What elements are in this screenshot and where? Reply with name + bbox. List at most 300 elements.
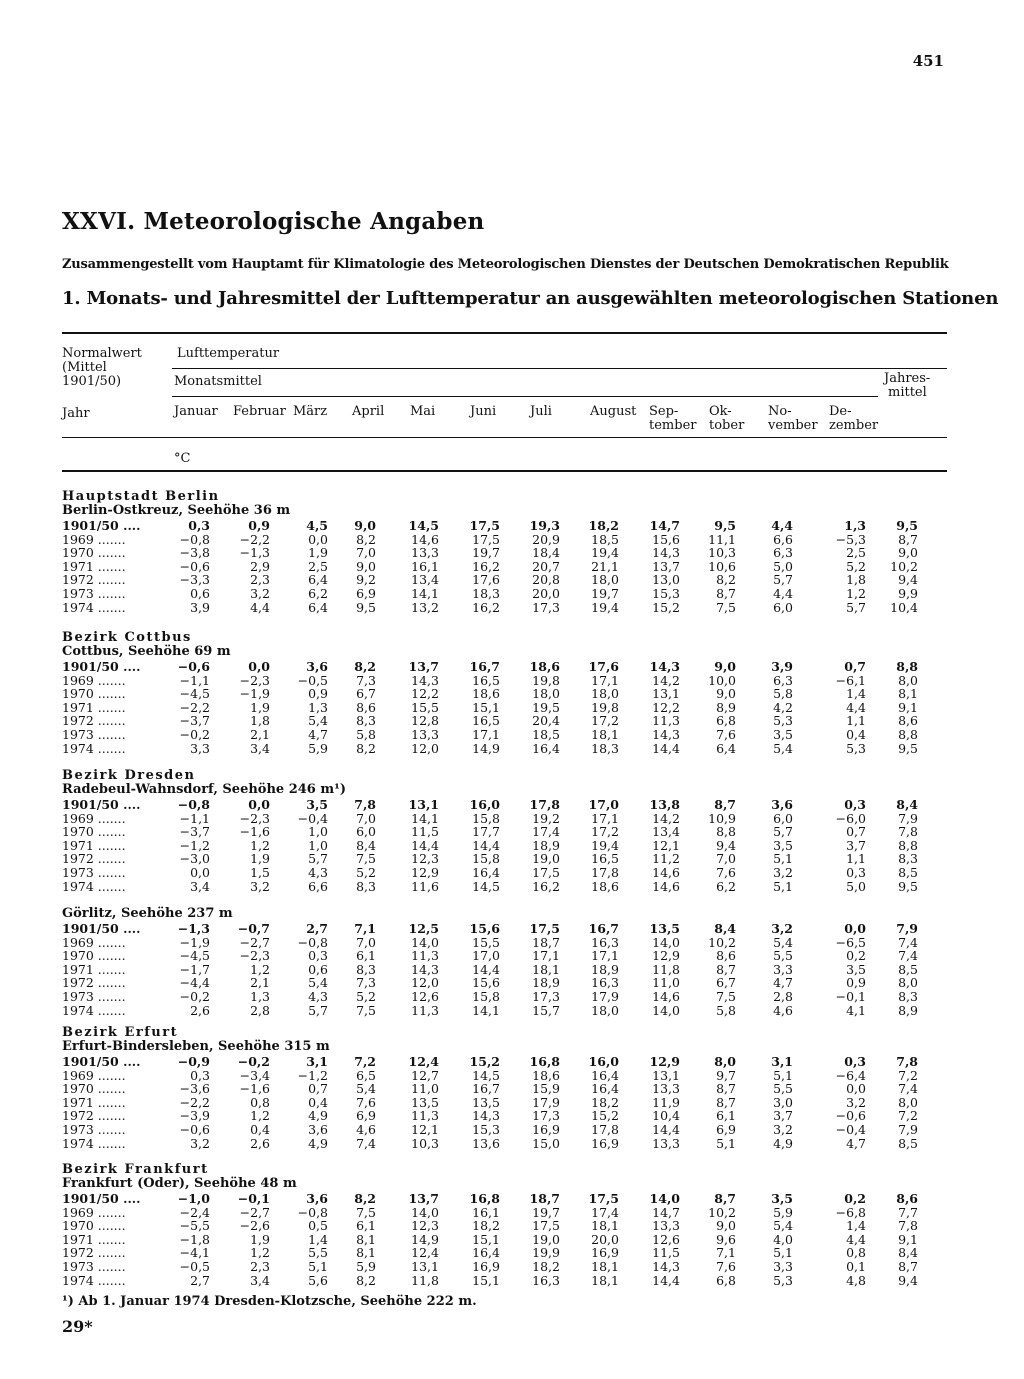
- cell-month-11: 5,1: [773, 851, 793, 867]
- cell-month-3: 6,2: [308, 586, 328, 601]
- cell-month-1: 2,7: [190, 1272, 210, 1288]
- cell-month-3: 4,7: [308, 727, 328, 742]
- cell-month-12: −6,5: [835, 934, 866, 950]
- cell-month-1: −3,0: [179, 851, 210, 867]
- cell-jahresmittel: 8,5: [898, 1135, 918, 1151]
- cell-month-2: −2,3: [239, 948, 270, 964]
- table-row: [62, 1246, 947, 1259]
- cell-month-2: −2,6: [239, 1218, 270, 1234]
- table-row: [62, 1219, 947, 1232]
- cell-month-2: 3,4: [250, 1272, 270, 1288]
- header-unit: °C: [174, 451, 191, 466]
- cell-jahresmittel: 7,4: [898, 948, 918, 964]
- cell-month-2: 3,4: [250, 740, 270, 756]
- cell-month-10: 10,2: [708, 934, 736, 950]
- cell-month-8: 18,0: [591, 1002, 619, 1018]
- cell-month-5: 14,0: [411, 934, 439, 950]
- cell-jahresmittel: 7,9: [898, 1122, 918, 1137]
- cell-month-10: 7,5: [716, 989, 736, 1004]
- cell-jahresmittel: 7,2: [898, 1067, 918, 1083]
- cell-month-6: 14,3: [472, 1108, 500, 1124]
- cell-month-1: −1,1: [179, 672, 210, 688]
- cell-month-1: 3,4: [190, 878, 210, 894]
- table-row: [62, 812, 947, 825]
- row-year: 1974 .......: [62, 878, 126, 894]
- cell-month-3: 1,9: [308, 545, 328, 561]
- cell-month-2: 3,2: [250, 586, 270, 601]
- table-row: [62, 546, 947, 559]
- cell-month-8: 17,2: [591, 713, 619, 729]
- cell-month-1: 0,6: [190, 586, 210, 601]
- cell-month-4: 7,2: [354, 1054, 376, 1069]
- table-row: [62, 519, 947, 532]
- cell-jahresmittel: 8,1: [898, 686, 918, 702]
- cell-month-5: 12,8: [411, 713, 439, 729]
- cell-month-8: 18,1: [591, 1259, 619, 1274]
- cell-month-3: 5,5: [308, 1245, 328, 1261]
- cell-month-10: 6,8: [716, 1272, 736, 1288]
- cell-month-1: −0,6: [177, 659, 210, 674]
- cell-month-11: 3,2: [773, 1122, 793, 1137]
- cell-month-12: 0,3: [844, 797, 866, 812]
- table-row: [62, 990, 947, 1003]
- cell-month-8: 19,4: [591, 545, 619, 561]
- cell-month-8: 16,5: [591, 851, 619, 867]
- cell-month-1: −5,5: [179, 1218, 210, 1234]
- cell-month-11: 5,7: [773, 824, 793, 840]
- cell-month-4: 7,5: [356, 1002, 376, 1018]
- cell-month-5: 15,5: [411, 699, 439, 715]
- header-mid-rule: [62, 437, 947, 438]
- table-row: [62, 1192, 947, 1205]
- cell-month-9: 14,3: [652, 545, 680, 561]
- cell-month-10: 8,7: [716, 586, 736, 601]
- table-row: [62, 839, 947, 852]
- cell-month-6: 13,5: [472, 1094, 500, 1110]
- cell-month-12: 1,4: [846, 1218, 866, 1234]
- cell-month-12: 0,7: [846, 824, 866, 840]
- cell-month-4: 9,2: [356, 572, 376, 588]
- cell-month-4: 5,4: [356, 1081, 376, 1097]
- cell-month-5: 12,0: [411, 975, 439, 991]
- cell-month-5: 13,1: [411, 1259, 439, 1274]
- cell-month-5: 12,6: [411, 989, 439, 1004]
- cell-month-8: 17,8: [591, 865, 619, 880]
- cell-month-3: 5,4: [308, 713, 328, 729]
- cell-month-7: 16,8: [529, 1054, 560, 1069]
- cell-month-2: 1,9: [250, 851, 270, 867]
- row-year: 1973 .......: [62, 727, 126, 742]
- cell-month-7: 18,6: [529, 659, 560, 674]
- table-row: [62, 922, 947, 935]
- cell-month-1: −0,6: [179, 1122, 210, 1137]
- cell-month-6: 15,1: [472, 1272, 500, 1288]
- cell-month-10: 9,7: [716, 1067, 736, 1083]
- month-header-10: Ok-: [709, 404, 732, 419]
- cell-month-10: 10,3: [708, 545, 736, 561]
- cell-month-10: 9,6: [716, 1231, 736, 1247]
- cell-month-2: 4,4: [250, 599, 270, 615]
- row-year: 1971 .......: [62, 699, 126, 715]
- header-jahresmittel-1: Jahres-: [884, 371, 931, 386]
- cell-month-12: 5,3: [846, 740, 866, 756]
- cell-month-3: 4,9: [308, 1135, 328, 1151]
- cell-month-8: 19,4: [591, 599, 619, 615]
- cell-month-7: 19,3: [529, 518, 560, 533]
- cell-month-9: 11,9: [652, 1094, 680, 1110]
- cell-month-10: 8,8: [716, 824, 736, 840]
- cell-jahresmittel: 9,0: [898, 545, 918, 561]
- cell-month-4: 8,6: [356, 699, 376, 715]
- cell-month-9: 13,8: [649, 797, 680, 812]
- cell-month-10: 7,1: [716, 1245, 736, 1261]
- cell-month-9: 13,3: [652, 1135, 680, 1151]
- cell-month-2: −2,7: [239, 934, 270, 950]
- cell-month-11: 5,5: [773, 1081, 793, 1097]
- cell-month-1: −3,3: [179, 572, 210, 588]
- group-heading: Bezirk Cottbus: [62, 630, 192, 645]
- cell-month-2: 1,2: [250, 1245, 270, 1261]
- cell-month-9: 11,0: [652, 975, 680, 991]
- cell-month-5: 11,8: [411, 1272, 439, 1288]
- cell-month-7: 17,3: [532, 599, 560, 615]
- cell-month-10: 6,7: [716, 975, 736, 991]
- cell-month-10: 8,9: [716, 699, 736, 715]
- cell-month-4: 8,2: [354, 1191, 376, 1206]
- cell-month-1: 3,9: [190, 599, 210, 615]
- header-bottom-rule: [62, 470, 947, 472]
- cell-month-9: 13,5: [649, 921, 680, 936]
- table-row: [62, 976, 947, 989]
- cell-month-4: 8,4: [356, 837, 376, 853]
- cell-month-8: 18,1: [591, 1218, 619, 1234]
- cell-month-11: 5,4: [773, 1218, 793, 1234]
- group-heading: Bezirk Frankfurt: [62, 1162, 209, 1177]
- cell-jahresmittel: 7,2: [898, 1108, 918, 1124]
- cell-month-7: 20,8: [532, 572, 560, 588]
- station-name: Erfurt-Bindersleben, Seehöhe 315 m: [62, 1039, 330, 1054]
- cell-month-11: 6,3: [773, 545, 793, 561]
- row-year: 1970 .......: [62, 686, 126, 702]
- cell-month-12: −5,3: [835, 531, 866, 547]
- cell-month-2: −0,7: [237, 921, 270, 936]
- month-header-5: Mai: [410, 404, 436, 419]
- table-row: [62, 1082, 947, 1095]
- cell-month-4: 5,8: [356, 727, 376, 742]
- cell-month-2: −2,3: [239, 810, 270, 826]
- cell-month-5: 14,1: [411, 810, 439, 826]
- cell-month-2: 1,9: [250, 1231, 270, 1247]
- table-row: [62, 701, 947, 714]
- cell-jahresmittel: 10,4: [890, 599, 918, 615]
- cell-month-5: 16,1: [411, 558, 439, 574]
- cell-month-10: 9,5: [714, 518, 736, 533]
- cell-month-3: 0,7: [308, 1081, 328, 1097]
- cell-month-10: 6,2: [716, 878, 736, 894]
- month-header-2: Februar: [233, 404, 286, 419]
- cell-month-1: −0,9: [177, 1054, 210, 1069]
- cell-month-5: 11,3: [411, 948, 439, 964]
- row-year: 1974 .......: [62, 1002, 126, 1018]
- row-year: 1969 .......: [62, 1204, 126, 1220]
- cell-jahresmittel: 7,8: [896, 1054, 918, 1069]
- cell-month-5: 11,0: [411, 1081, 439, 1097]
- cell-month-2: −2,3: [239, 672, 270, 688]
- cell-month-3: −0,8: [297, 934, 328, 950]
- table-row: [62, 674, 947, 687]
- monatsmittel-rule: [172, 396, 878, 397]
- cell-jahresmittel: 8,7: [898, 531, 918, 547]
- cell-month-6: 18,6: [472, 686, 500, 702]
- cell-month-7: 20,7: [532, 558, 560, 574]
- cell-month-5: 14,5: [408, 518, 439, 533]
- cell-month-8: 20,0: [591, 1231, 619, 1247]
- cell-month-12: 0,7: [844, 659, 866, 674]
- header-normalwert: Normalwert: [62, 346, 142, 361]
- cell-month-12: 1,3: [844, 518, 866, 533]
- cell-month-9: 13,4: [652, 824, 680, 840]
- cell-month-9: 15,3: [652, 586, 680, 601]
- cell-jahresmittel: 8,9: [898, 1002, 918, 1018]
- cell-month-4: 8,2: [356, 740, 376, 756]
- cell-month-3: 5,7: [308, 851, 328, 867]
- cell-month-9: 14,0: [652, 934, 680, 950]
- cell-month-9: 15,6: [652, 531, 680, 547]
- cell-month-1: 2,6: [190, 1002, 210, 1018]
- cell-month-10: 5,8: [716, 1002, 736, 1018]
- cell-month-7: 18,6: [532, 1067, 560, 1083]
- table-row: [62, 533, 947, 546]
- cell-month-6: 17,5: [472, 531, 500, 547]
- cell-month-1: −0,2: [179, 727, 210, 742]
- cell-month-12: 1,2: [846, 586, 866, 601]
- cell-month-11: 5,9: [773, 1204, 793, 1220]
- cell-month-7: 17,1: [532, 948, 560, 964]
- cell-month-12: 1,4: [846, 686, 866, 702]
- cell-month-12: 0,2: [846, 948, 866, 964]
- cell-month-12: 0,4: [846, 727, 866, 742]
- cell-month-3: −0,5: [297, 672, 328, 688]
- cell-month-3: 1,0: [308, 824, 328, 840]
- cell-month-10: 9,4: [716, 837, 736, 853]
- cell-month-10: 9,0: [716, 686, 736, 702]
- table-row: [62, 1096, 947, 1109]
- row-year: 1974 .......: [62, 740, 126, 756]
- cell-month-8: 16,9: [591, 1245, 619, 1261]
- cell-month-12: 0,0: [846, 1081, 866, 1097]
- group-heading: Bezirk Erfurt: [62, 1025, 179, 1040]
- cell-month-7: 19,7: [532, 1204, 560, 1220]
- cell-jahresmittel: 7,4: [898, 934, 918, 950]
- cell-month-2: 1,9: [250, 699, 270, 715]
- cell-month-5: 11,6: [411, 878, 439, 894]
- signature-mark: 29*: [62, 1317, 93, 1336]
- cell-month-1: −2,2: [179, 699, 210, 715]
- cell-month-6: 16,9: [472, 1259, 500, 1274]
- cell-month-9: 14,4: [652, 1122, 680, 1137]
- cell-month-11: 5,1: [773, 878, 793, 894]
- row-year: 1901/50 ....: [62, 1191, 141, 1206]
- cell-month-10: 7,6: [716, 1259, 736, 1274]
- cell-jahresmittel: 7,7: [898, 1204, 918, 1220]
- cell-month-7: 19,8: [532, 672, 560, 688]
- cell-month-4: 9,0: [356, 558, 376, 574]
- cell-month-5: 12,0: [411, 740, 439, 756]
- station-name: Cottbus, Seehöhe 69 m: [62, 644, 231, 659]
- cell-month-3: 5,6: [308, 1272, 328, 1288]
- row-year: 1972 .......: [62, 851, 126, 867]
- cell-month-10: 8,0: [714, 1054, 736, 1069]
- cell-month-7: 17,8: [529, 797, 560, 812]
- cell-month-9: 13,3: [652, 1081, 680, 1097]
- cell-month-3: 3,6: [306, 1191, 328, 1206]
- row-year: 1969 .......: [62, 672, 126, 688]
- table-row: [62, 825, 947, 838]
- header-mittel: (Mittel: [62, 360, 107, 375]
- cell-month-7: 18,9: [532, 837, 560, 853]
- cell-month-9: 14,3: [652, 1259, 680, 1274]
- cell-jahresmittel: 9,9: [898, 586, 918, 601]
- cell-month-7: 18,7: [529, 1191, 560, 1206]
- cell-month-11: 2,8: [773, 989, 793, 1004]
- cell-month-4: 8,3: [356, 713, 376, 729]
- page-number: 451: [912, 52, 944, 70]
- cell-month-4: 4,6: [356, 1122, 376, 1137]
- cell-month-8: 18,2: [591, 1094, 619, 1110]
- cell-jahresmittel: 9,5: [898, 878, 918, 894]
- cell-month-2: −1,3: [239, 545, 270, 561]
- cell-month-1: −1,1: [179, 810, 210, 826]
- cell-month-3: 1,4: [308, 1231, 328, 1247]
- cell-month-7: 16,3: [532, 1272, 560, 1288]
- cell-month-5: 14,1: [411, 586, 439, 601]
- table-row: [62, 1055, 947, 1068]
- cell-month-5: 13,7: [408, 659, 439, 674]
- cell-month-6: 15,5: [472, 934, 500, 950]
- cell-month-6: 14,1: [472, 1002, 500, 1018]
- cell-month-8: 16,0: [588, 1054, 619, 1069]
- cell-month-8: 18,5: [591, 531, 619, 547]
- cell-month-3: 6,6: [308, 878, 328, 894]
- cell-month-3: 0,4: [308, 1094, 328, 1110]
- cell-month-5: 12,3: [411, 851, 439, 867]
- cell-month-9: 14,0: [652, 1002, 680, 1018]
- cell-jahresmittel: 9,4: [898, 572, 918, 588]
- cell-month-6: 16,1: [472, 1204, 500, 1220]
- cell-month-4: 7,1: [354, 921, 376, 936]
- cell-month-11: 4,7: [773, 975, 793, 991]
- cell-month-3: 6,4: [308, 572, 328, 588]
- cell-month-3: 5,4: [308, 975, 328, 991]
- cell-month-4: 6,1: [356, 1218, 376, 1234]
- cell-month-4: 8,2: [356, 1272, 376, 1288]
- cell-month-6: 15,2: [469, 1054, 500, 1069]
- cell-month-8: 15,2: [591, 1108, 619, 1124]
- cell-month-7: 17,4: [532, 824, 560, 840]
- cell-month-11: 6,6: [773, 531, 793, 547]
- cell-month-3: 2,7: [306, 921, 328, 936]
- cell-jahresmittel: 9,1: [898, 699, 918, 715]
- cell-month-9: 14,3: [649, 659, 680, 674]
- cell-month-6: 16,2: [472, 599, 500, 615]
- cell-jahresmittel: 8,4: [896, 797, 918, 812]
- month-header-1: Januar: [174, 404, 218, 419]
- cell-month-7: 20,9: [532, 531, 560, 547]
- table-row: [62, 880, 947, 893]
- cell-month-6: 17,5: [469, 518, 500, 533]
- cell-month-10: 8,6: [716, 948, 736, 964]
- cell-month-3: 1,0: [308, 837, 328, 853]
- cell-month-12: 4,4: [846, 1231, 866, 1247]
- table-row: [62, 1069, 947, 1082]
- header-jahresmittel-2: mittel: [888, 385, 927, 400]
- cell-month-12: 4,1: [846, 1002, 866, 1018]
- cell-month-4: 7,0: [356, 810, 376, 826]
- cell-jahresmittel: 7,8: [898, 824, 918, 840]
- cell-month-11: 5,5: [773, 948, 793, 964]
- cell-month-4: 6,1: [356, 948, 376, 964]
- cell-month-3: 4,3: [308, 865, 328, 880]
- cell-month-11: 6,3: [773, 672, 793, 688]
- row-year: 1972 .......: [62, 975, 126, 991]
- cell-month-1: −1,3: [177, 921, 210, 936]
- cell-month-7: 16,9: [532, 1122, 560, 1137]
- table-row: [62, 1123, 947, 1136]
- cell-month-3: 3,6: [306, 659, 328, 674]
- cell-month-11: 3,2: [773, 865, 793, 880]
- row-year: 1972 .......: [62, 1108, 126, 1124]
- cell-month-10: 6,4: [716, 740, 736, 756]
- month-header-10-line2: tober: [709, 418, 745, 433]
- row-year: 1973 .......: [62, 989, 126, 1004]
- cell-month-8: 16,4: [591, 1081, 619, 1097]
- cell-jahresmittel: 8,4: [898, 1245, 918, 1261]
- cell-month-10: 10,0: [708, 672, 736, 688]
- group-heading: Hauptstadt Berlin: [62, 489, 220, 504]
- cell-month-3: 3,6: [308, 1122, 328, 1137]
- group-heading: Bezirk Dresden: [62, 768, 196, 783]
- cell-month-10: 10,6: [708, 558, 736, 574]
- cell-month-10: 6,1: [716, 1108, 736, 1124]
- cell-month-8: 18,0: [591, 686, 619, 702]
- cell-month-1: −4,1: [179, 1245, 210, 1261]
- cell-month-8: 17,5: [588, 1191, 619, 1206]
- cell-month-12: 0,0: [844, 921, 866, 936]
- cell-month-11: 3,2: [771, 921, 793, 936]
- row-year: 1970 .......: [62, 1218, 126, 1234]
- row-year: 1972 .......: [62, 1245, 126, 1261]
- cell-month-6: 16,5: [472, 713, 500, 729]
- cell-month-11: 4,4: [773, 586, 793, 601]
- cell-month-9: 12,6: [652, 1231, 680, 1247]
- month-header-4: April: [352, 404, 385, 419]
- cell-month-8: 17,4: [591, 1204, 619, 1220]
- cell-month-2: −2,7: [239, 1204, 270, 1220]
- cell-jahresmittel: 8,6: [896, 1191, 918, 1206]
- cell-month-7: 18,7: [532, 934, 560, 950]
- cell-month-11: 4,9: [773, 1135, 793, 1151]
- cell-month-1: −1,7: [179, 961, 210, 977]
- cell-month-5: 10,3: [411, 1135, 439, 1151]
- cell-month-4: 8,3: [356, 961, 376, 977]
- cell-month-9: 11,5: [652, 1245, 680, 1261]
- cell-month-12: 5,2: [846, 558, 866, 574]
- cell-month-8: 17,8: [591, 1122, 619, 1137]
- station-name: Frankfurt (Oder), Seehöhe 48 m: [62, 1176, 297, 1191]
- cell-month-1: −4,5: [179, 686, 210, 702]
- cell-month-7: 20,0: [532, 586, 560, 601]
- table-row: [62, 852, 947, 865]
